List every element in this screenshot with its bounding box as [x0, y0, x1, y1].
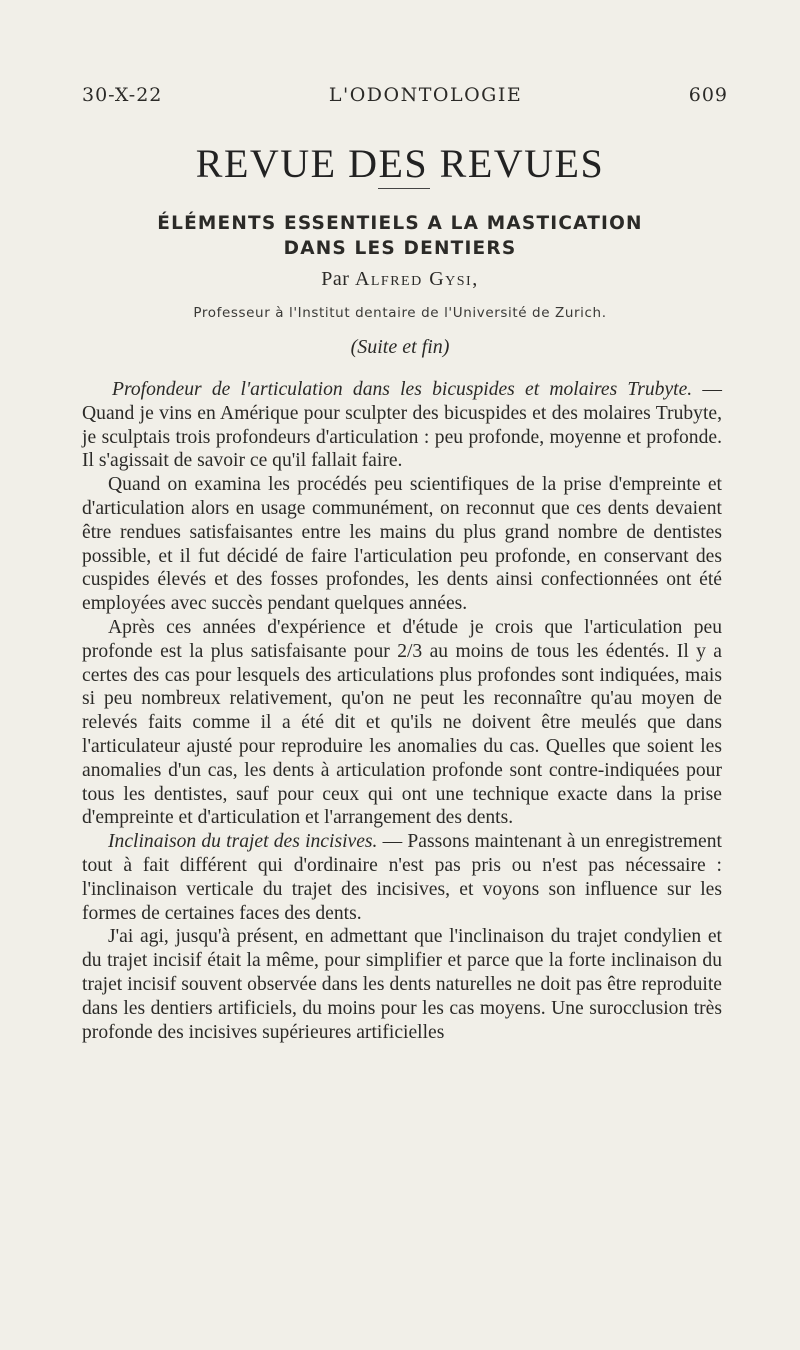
paragraph-text: — Passons maintenant à un enregistrement tout à fait différent qui d'ordinaire n'est pas pris ou n'est pas nécessaire : l'inclinaison verticale du trajet des incisives, et voyons son influence sur les formes de certaines faces des dents. [82, 831, 722, 924]
subheading: Inclinaison du trajet des incisives. [108, 831, 378, 853]
byline-prefix: Par [321, 268, 350, 290]
subheading: Profondeur de l'articulation dans les bicuspides et molaires Trubyte. [112, 379, 693, 400]
journal-name: L'ODONTOLOGIE [328, 84, 523, 106]
author-affiliation: Professeur à l'Institut dentaire de l'Université de Zurich. [193, 305, 607, 321]
paragraph [82, 830, 722, 925]
paragraph [82, 473, 722, 616]
author-name: Alfred Gysi, [354, 268, 479, 290]
article-title-line-2: DANS LES DENTIERS [283, 238, 517, 259]
article-title [60, 211, 740, 261]
paragraph-text: J'ai agi, jusqu'à présent, en admettant que l'inclinaison du trajet condylien et du trajet incisif était la même, pour simplifier et parce que la forte inclinaison du trajet incisif souvent observée dans les dents naturelles ne doit pas être reproduite dans les dentiers artificiels, du moins pour les cas moyens. Une surocclusion très profonde des incisives supérieures artificielles [82, 926, 722, 1043]
paragraph-text: — Quand je vins en Amérique pour sculpter des bicuspides et des molaires Trubyte, je sculptais trois profondeurs d'articulation : peu profonde, moyenne et profonde. Il s'agissait de savoir ce qu'il fallait faire. [82, 379, 723, 472]
paragraph [82, 925, 722, 1044]
paragraph [82, 616, 722, 830]
paragraph [82, 378, 722, 473]
issue-date: 30-X-22 [82, 84, 163, 106]
running-header [82, 84, 728, 106]
continuation-note: (Suite et fin) [350, 336, 450, 358]
page-number: 609 [688, 84, 728, 106]
section-title: REVUE DES REVUES [195, 141, 605, 186]
article-body [82, 378, 722, 1044]
byline [0, 268, 800, 291]
paragraph-text: Après ces années d'expérience et d'étude je crois que l'articulation peu profonde est la plus satisfaisante pour 2/3 au moins de tous les édentés. Il y a certes des cas pour lesquels des articulations plus profondes sont indiquées, mais si peu nombreux relativement, qu'on ne peut les reconnaître qu'au moyen de relevés faits comme il a été dit et qu'ils ne doivent être meulés que dans l'articulateur ajusté pour reproduire les anomalies du cas. Quelles que soient les anomalies d'un cas, les dents à articulation profonde sont contre-indiquées pour tous les dentistes, sauf pour ceux qui ont une technique exacte dans la prise d'empreinte et d'articulation et l'arrangement des dents. [82, 616, 722, 829]
paragraph-text: Quand on examina les procédés peu scientifiques de la prise d'empreinte et d'articulation alors en usage communément, on reconnut que ces dents devaient être rendues satisfaisantes entre les mains du plus grand nombre de dentistes possible, et il fut décidé de faire l'articulation peu profonde, en conservant des cuspides élevés et des fosses profondes, les dents ainsi confectionnées ont été employées avec succès pendant quelques années. [82, 474, 722, 615]
article-title-line-1: ÉLÉMENTS ESSENTIELS A LA MASTICATION [157, 213, 643, 234]
title-divider [378, 188, 430, 189]
